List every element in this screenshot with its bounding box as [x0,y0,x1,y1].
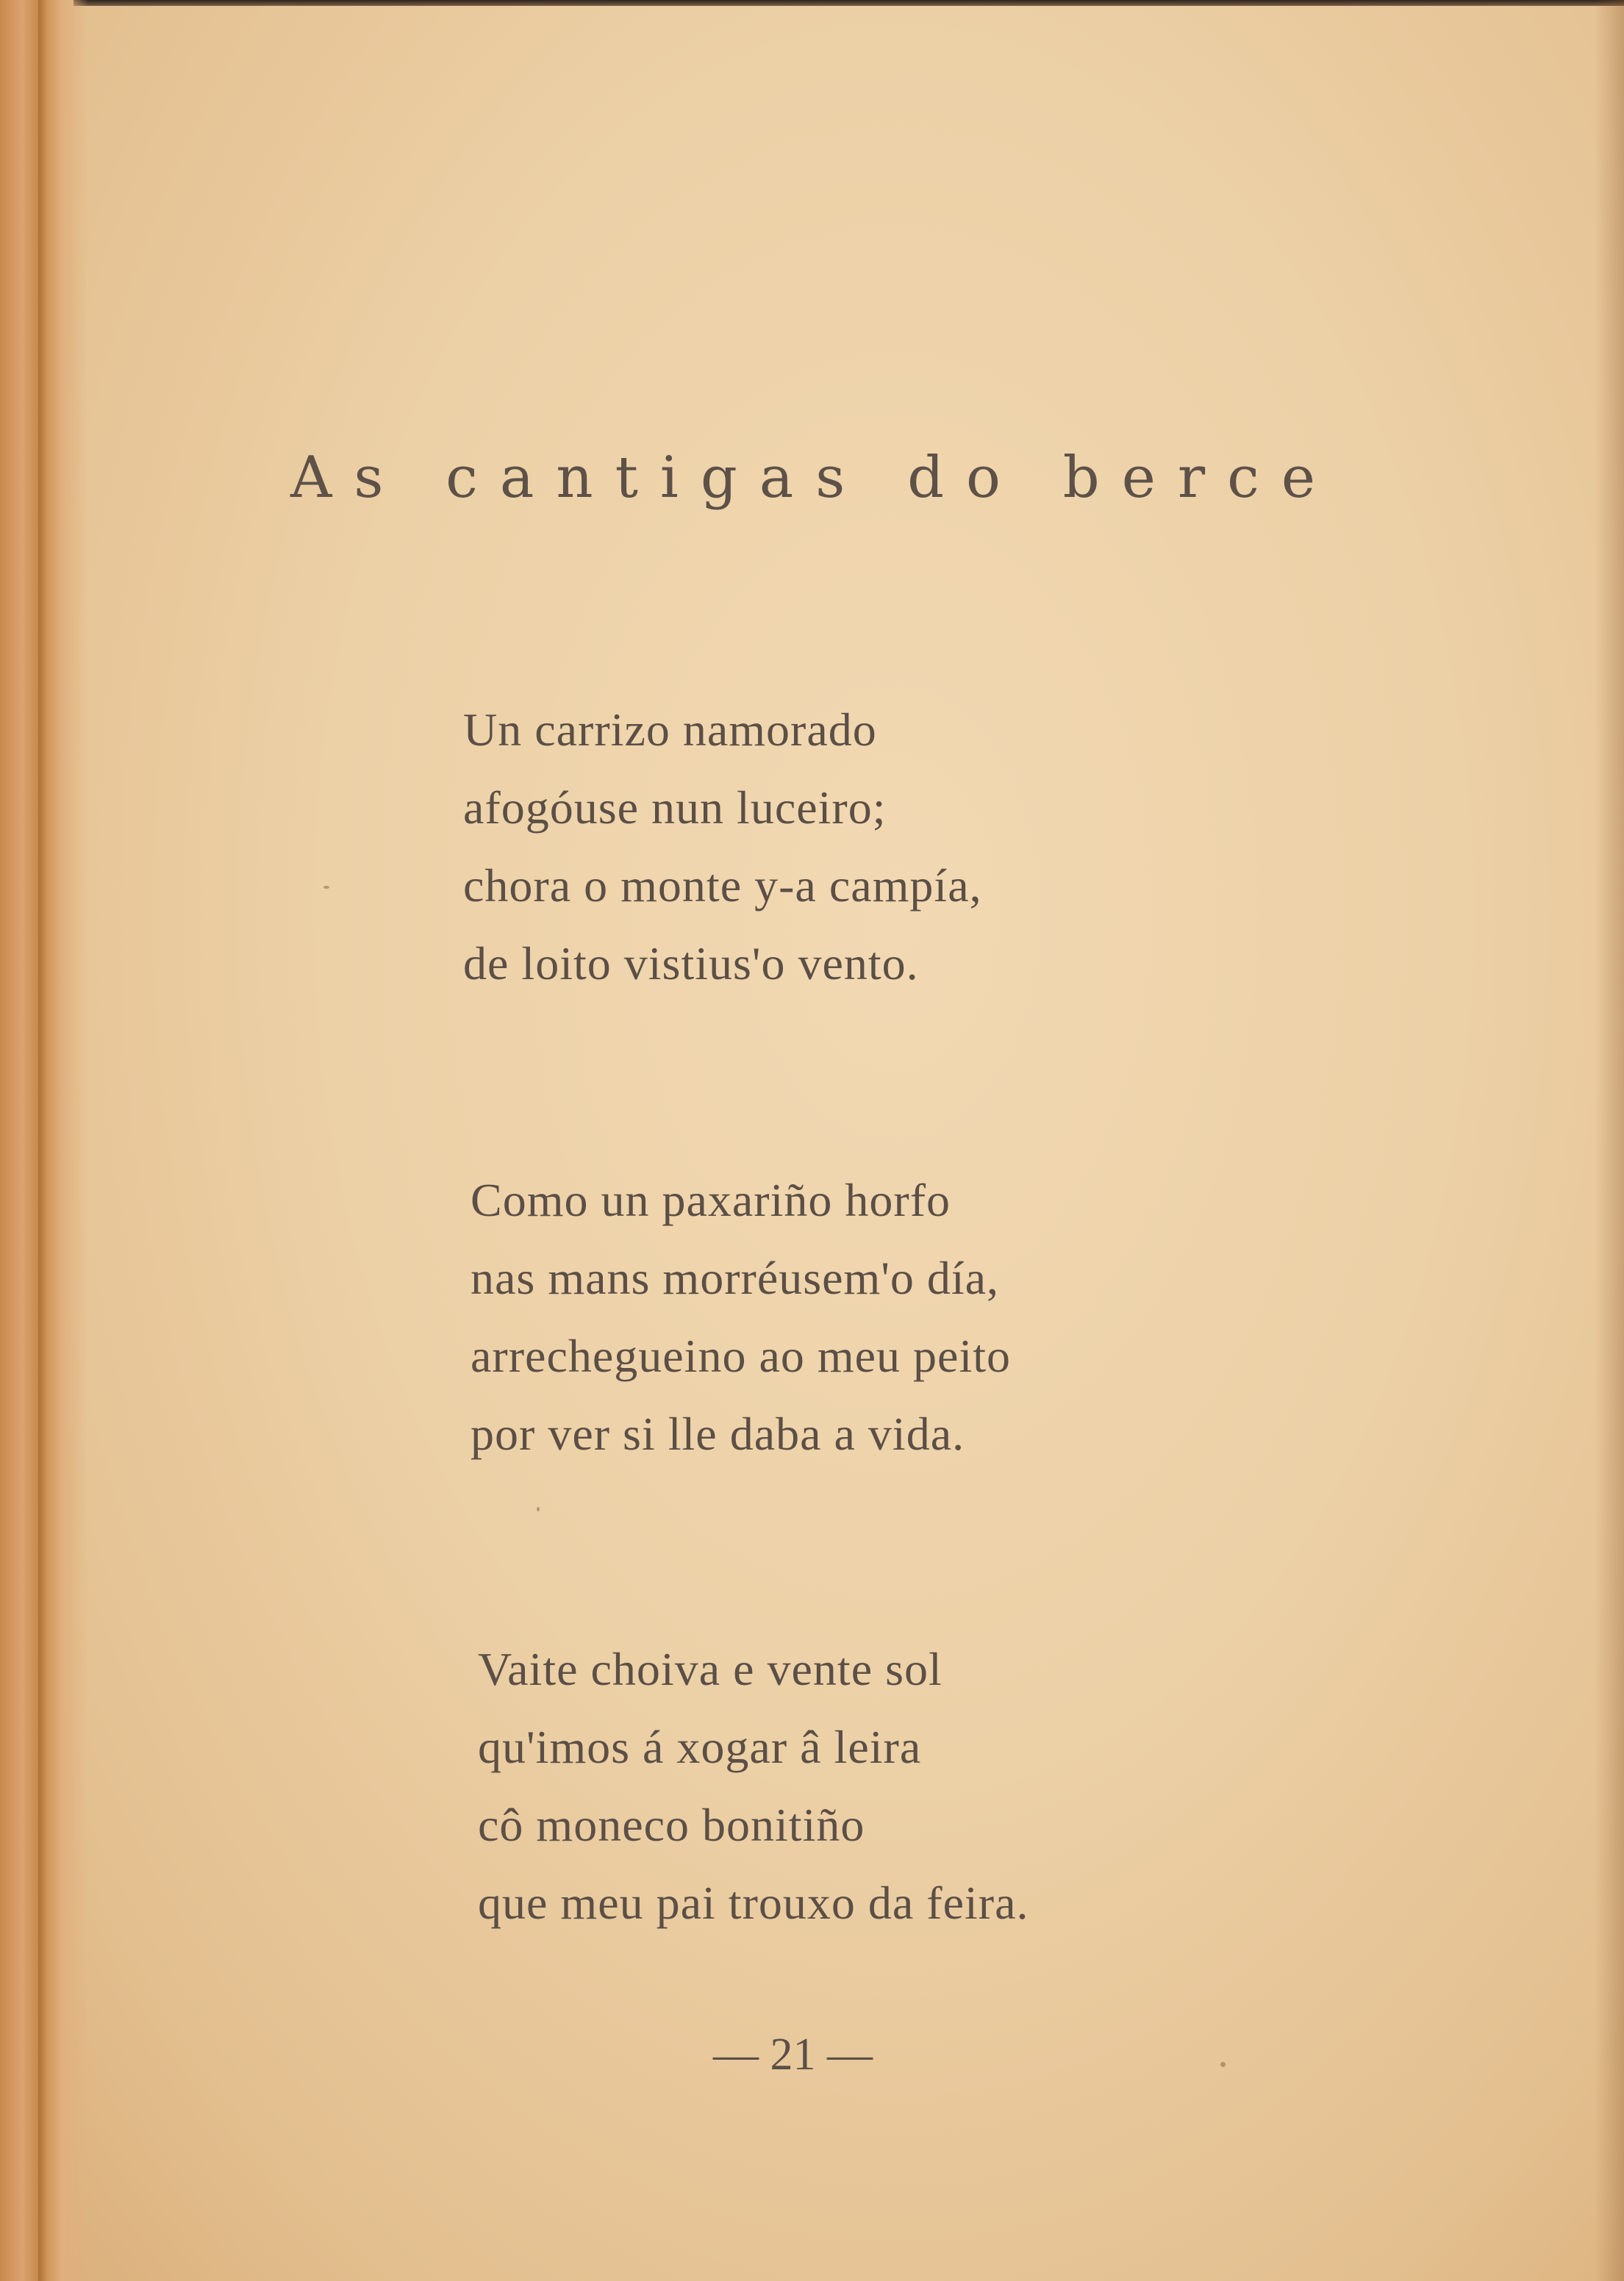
verse-line: que meu pai trouxo da feira. [478,1877,1029,1929]
verse-line: Vaite choiva e vente sol [478,1643,942,1695]
page-top-edge [74,0,1624,6]
verse-line: cô moneco bonitiño [478,1799,865,1851]
verse-line: afogóuse nun luceiro; [463,781,887,834]
stanza-2 [471,1161,1011,1473]
verse-line: por ver si lle daba a vida. [471,1408,965,1460]
verse-line: Como un paxariño horfo [471,1174,951,1226]
verse-line: arrechegueino ao meu peito [471,1330,1011,1382]
verse-line: chora o monte y-a campía, [463,859,982,912]
verse-line: Un carrizo namorado [463,703,877,756]
paper-speck [323,886,329,889]
spine-crease [38,0,46,2281]
paper-speck [537,1507,540,1511]
stanza-1 [463,691,982,1003]
page-number: — 21 — [713,2030,873,2080]
verse-line: de loito vistius'o vento. [463,937,919,989]
verse-line: qu'imos á xogar â leira [478,1721,922,1773]
verse-line: nas mans morréusem'o día, [471,1252,1000,1304]
poem-title: As cantigas do berce [290,445,1338,511]
stanza-3 [478,1630,1029,1942]
paper-speck [1220,2062,1226,2067]
page-right-edge [1595,0,1624,2281]
